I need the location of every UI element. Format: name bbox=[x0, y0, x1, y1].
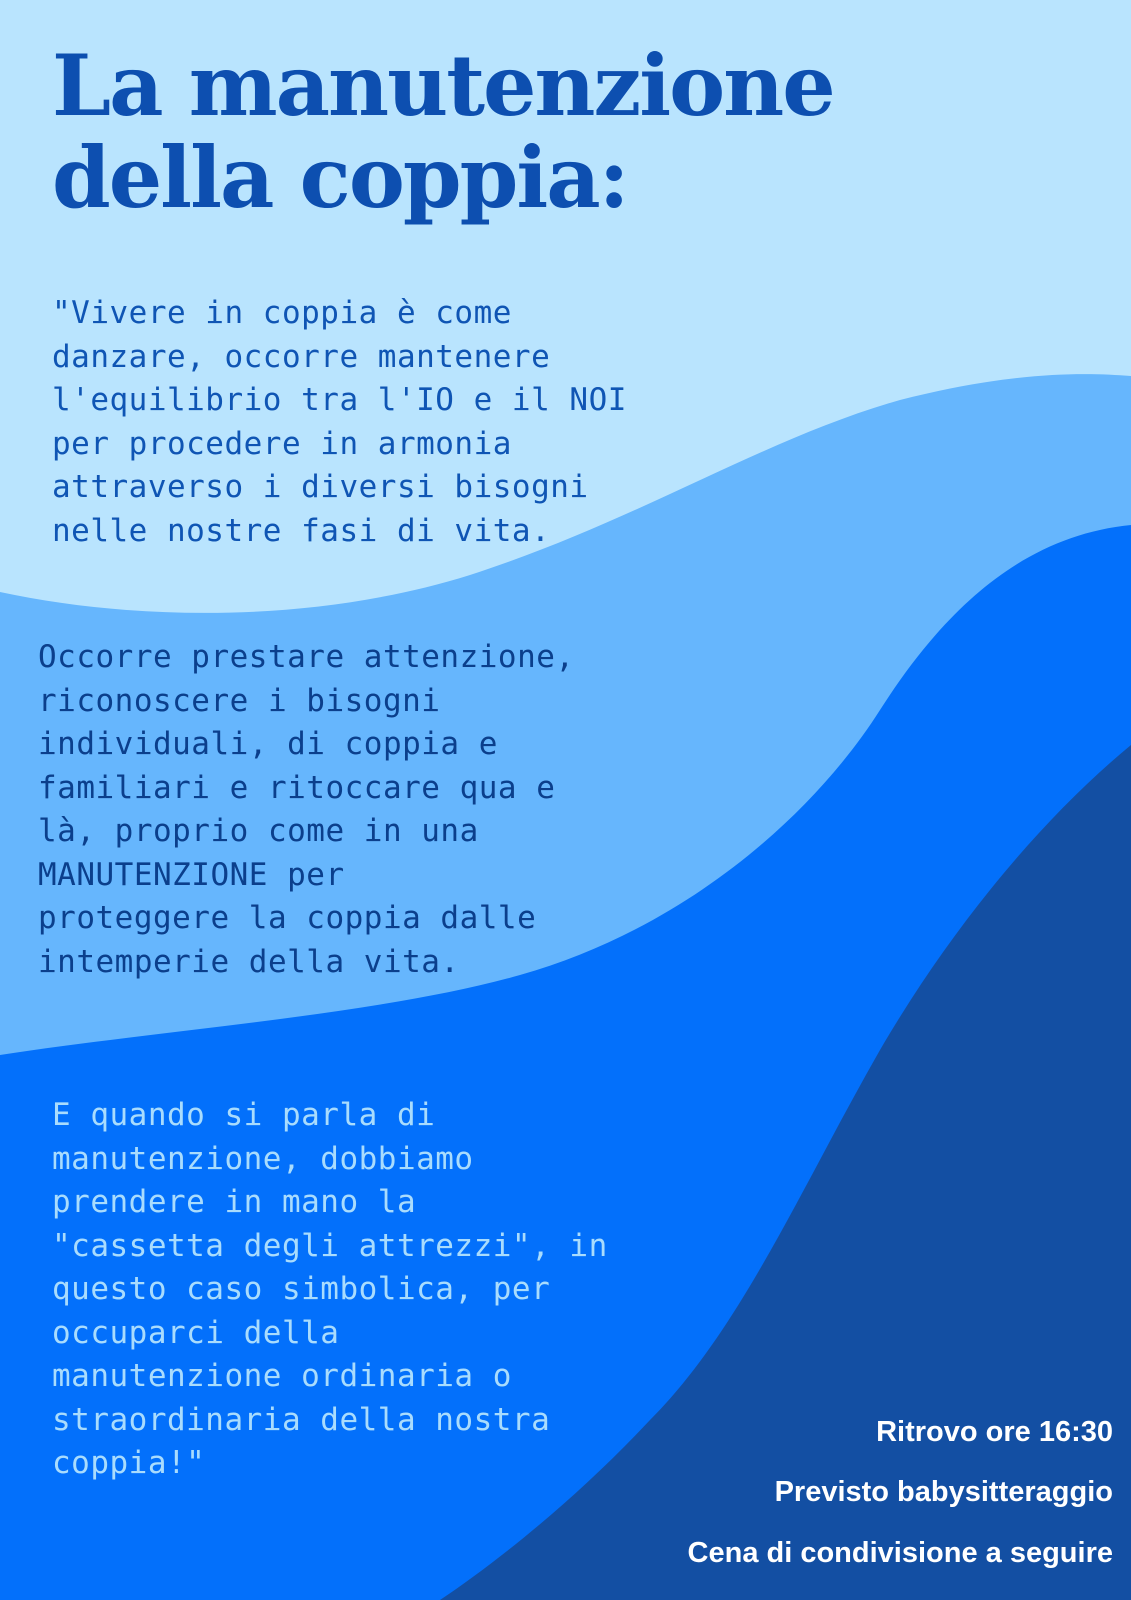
info-dinner: Cena di condivisione a seguire bbox=[687, 1537, 1113, 1569]
info-babysitting: Previsto babysitteraggio bbox=[774, 1476, 1113, 1508]
title-line-1: La manutenzione bbox=[52, 36, 834, 135]
info-meeting-time: Ritrovo ore 16:30 bbox=[876, 1416, 1113, 1448]
title-line-2: della coppia: bbox=[52, 128, 628, 227]
quote-paragraph-2: Occorre prestare attenzione, riconoscere i bisogni individuali, di coppia e familiari e ritoccare qua e là, proprio come in una MANUTENZIONE per proteggere la coppia dalle intemperie della vita. bbox=[38, 639, 575, 980]
page-title bbox=[52, 36, 834, 227]
quote-paragraph-1: "Vivere in coppia è come danzare, occorre mantenere l'equilibrio tra l'IO e il NOI per procedere in armonia attraverso i diversi bisogni nelle nostre fasi di vita. bbox=[52, 295, 627, 549]
quote-paragraph-3: E quando si parla di manutenzione, dobbiamo prendere in mano la "cassetta degli attrezzi", in questo caso simbolica, per occuparci della manutenzione ordinaria o straordinaria della nostra coppia!" bbox=[52, 1097, 608, 1481]
